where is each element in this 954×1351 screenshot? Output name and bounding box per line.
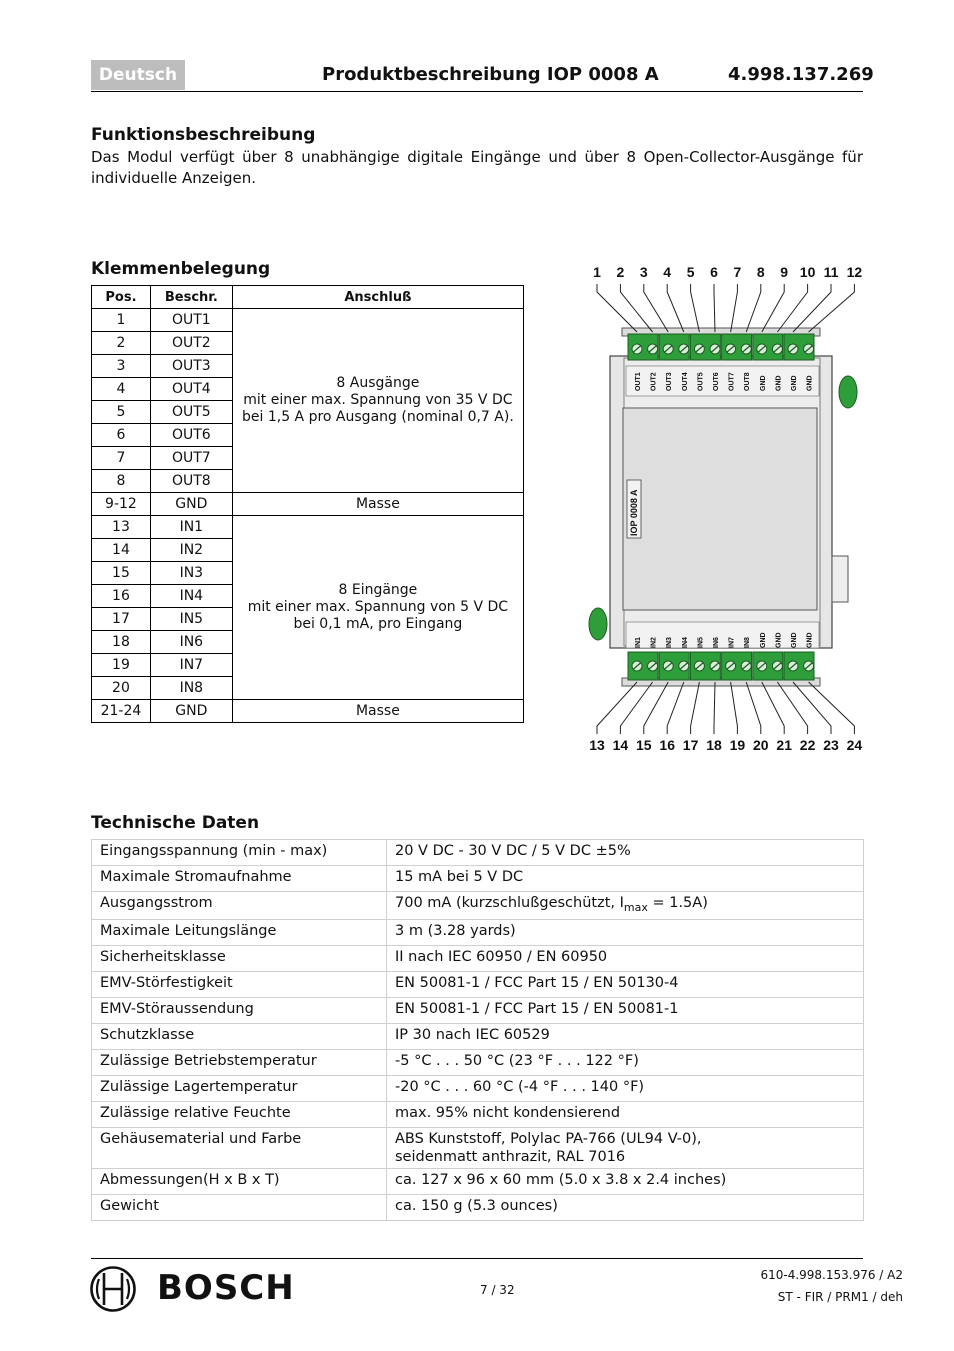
leader-line xyxy=(746,284,761,332)
outputs-connection-cell xyxy=(232,309,523,493)
leader-line xyxy=(597,284,637,332)
pos-cell: 17 xyxy=(92,608,151,631)
desc-cell: OUT2 xyxy=(150,332,232,355)
terminal-number: 14 xyxy=(612,737,629,753)
terminal-label: GND xyxy=(759,632,767,648)
pos-cell: 3 xyxy=(92,355,151,378)
pos-cell: 4 xyxy=(92,378,151,401)
tech-value-text: 3 m (3.28 yards) xyxy=(395,922,516,939)
leader-line xyxy=(793,682,831,734)
table-row xyxy=(92,309,524,332)
tech-row xyxy=(92,840,864,866)
language-badge: Deutsch xyxy=(91,60,185,90)
leader-line xyxy=(691,682,700,734)
bottom-terminal-numbers xyxy=(589,737,862,753)
tech-value-text: max. 95% nicht kondensierend xyxy=(395,1104,621,1121)
pos-cell: 9-12 xyxy=(92,493,151,516)
footer-doc-id: 610-4.998.153.976 / A2 xyxy=(760,1268,903,1282)
desc-cell: IN3 xyxy=(150,562,232,585)
tech-key: Gewicht xyxy=(92,1194,387,1220)
bottom-terminal-block xyxy=(628,652,814,680)
tech-value xyxy=(387,1023,864,1049)
terminal-number: 1 xyxy=(593,264,601,280)
tech-key: Eingangsspannung (min - max) xyxy=(92,840,387,866)
terminals-heading: Klemmenbelegung xyxy=(91,259,271,279)
terminal-label: GND xyxy=(806,375,814,391)
tech-value-text: -5 °C . . . 50 °C (23 °F . . . 122 °F) xyxy=(395,1052,639,1069)
terminals-table xyxy=(91,285,524,723)
col-conn: Anschluß xyxy=(232,286,523,309)
table-row xyxy=(92,516,524,539)
leader-line xyxy=(667,682,684,734)
desc-cell: OUT5 xyxy=(150,401,232,424)
terminal-label: OUT6 xyxy=(713,372,720,391)
function-text: Das Modul verfügt über 8 unabhängige digitale Eingänge und über 8 Open-Collector-Ausgänge für individuelle Anzeigen. xyxy=(91,148,863,187)
tech-row xyxy=(92,1075,864,1101)
leader-line xyxy=(620,682,652,734)
table-row xyxy=(92,493,524,516)
tech-value-text: 700 mA (kurzschlußgeschützt, I xyxy=(395,895,624,911)
col-pos: Pos. xyxy=(92,286,151,309)
tech-key: Ausgangsstrom xyxy=(92,892,387,920)
terminal-number: 4 xyxy=(663,264,672,280)
function-heading: Funktionsbeschreibung xyxy=(91,125,316,145)
tech-value-text: = 1.5A) xyxy=(647,895,708,911)
pos-cell: 5 xyxy=(92,401,151,424)
footer-divider xyxy=(91,1258,863,1259)
col-desc: Beschr. xyxy=(150,286,232,309)
tech-row xyxy=(92,1168,864,1194)
terminal-label: OUT8 xyxy=(744,372,752,391)
tech-value-text: ca. 150 g (5.3 ounces) xyxy=(395,1197,558,1214)
pos-cell: 2 xyxy=(92,332,151,355)
tech-value xyxy=(387,971,864,997)
terminal-label: GND xyxy=(806,632,814,648)
tech-heading: Technische Daten xyxy=(91,813,260,833)
terminal-label: GND xyxy=(775,632,783,648)
tech-key: Zulässige relative Feuchte xyxy=(92,1101,387,1127)
tech-value-sub: max xyxy=(623,900,648,914)
desc-cell: IN1 xyxy=(150,516,232,539)
terminals-header-row xyxy=(92,286,524,309)
desc-cell: GND xyxy=(150,493,232,516)
pos-cell: 6 xyxy=(92,424,151,447)
desc-cell: IN6 xyxy=(150,631,232,654)
desc-cell: IN8 xyxy=(150,677,232,700)
tech-row xyxy=(92,1023,864,1049)
top-terminal-numbers xyxy=(593,264,862,280)
doc-number: 4.998.137.269 xyxy=(728,64,874,85)
tech-value xyxy=(387,997,864,1023)
tech-value xyxy=(387,1075,864,1101)
terminal-number: 10 xyxy=(799,264,816,280)
terminal-label: OUT7 xyxy=(728,372,736,391)
terminal-number: 21 xyxy=(776,737,792,753)
desc-cell: IN5 xyxy=(150,608,232,631)
tech-table xyxy=(91,839,864,1221)
terminal-label: GND xyxy=(791,632,798,648)
conn-cell: Masse xyxy=(232,493,523,516)
pos-cell: 15 xyxy=(92,562,151,585)
tech-value-text: -20 °C . . . 60 °C (-4 °F . . . 140 °F) xyxy=(395,1078,645,1095)
pos-cell: 13 xyxy=(92,516,151,539)
terminal-number: 15 xyxy=(636,737,652,753)
terminal-number: 16 xyxy=(659,737,675,753)
pos-cell: 7 xyxy=(92,447,151,470)
tech-key: Gehäusematerial und Farbe xyxy=(92,1127,387,1168)
pos-cell: 21-24 xyxy=(92,700,151,723)
leader-line xyxy=(777,284,807,332)
tech-row xyxy=(92,1049,864,1075)
leader-line xyxy=(691,284,700,332)
tech-value-text: II nach IEC 60950 / EN 60950 xyxy=(395,948,608,965)
footer-doc-sub: ST - FIR / PRM1 / deh xyxy=(777,1290,903,1304)
desc-cell: GND xyxy=(150,700,232,723)
tech-value-text: EN 50081-1 / FCC Part 15 / EN 50081-1 xyxy=(395,1000,679,1017)
tech-row xyxy=(92,919,864,945)
pos-cell: 20 xyxy=(92,677,151,700)
tech-key: EMV-Störaussendung xyxy=(92,997,387,1023)
tech-value xyxy=(387,1101,864,1127)
terminal-number: 5 xyxy=(686,264,695,280)
tech-row xyxy=(92,971,864,997)
inputs-connection-cell xyxy=(232,516,523,700)
leader-line xyxy=(597,682,637,734)
terminal-number: 9 xyxy=(780,264,789,280)
terminal-label: GND xyxy=(791,375,798,391)
desc-cell: IN2 xyxy=(150,539,232,562)
tech-value-text: ca. 127 x 96 x 60 mm (5.0 x 3.8 x 2.4 inches) xyxy=(395,1171,727,1188)
terminal-number: 12 xyxy=(846,264,863,280)
tech-value-text: IP 30 nach IEC 60529 xyxy=(395,1026,550,1043)
desc-cell: OUT8 xyxy=(150,470,232,493)
terminal-label: OUT3 xyxy=(666,372,674,391)
module-diagram xyxy=(580,258,870,758)
tech-row xyxy=(92,1101,864,1127)
tech-value xyxy=(387,866,864,892)
pos-cell: 19 xyxy=(92,654,151,677)
leader-line xyxy=(777,682,807,734)
terminal-number: 22 xyxy=(799,737,816,753)
tech-value xyxy=(387,919,864,945)
tech-value-line2: seidenmatt anthrazit, RAL 7016 xyxy=(395,1148,626,1165)
tech-value xyxy=(387,1168,864,1194)
terminal-label: IN8 xyxy=(744,637,752,648)
leader-line xyxy=(793,284,831,332)
leader-line xyxy=(667,284,684,332)
desc-cell: OUT3 xyxy=(150,355,232,378)
leader-line xyxy=(644,284,668,332)
terminal-number: 20 xyxy=(753,737,769,753)
tech-value xyxy=(387,1194,864,1220)
tech-value xyxy=(387,1127,864,1168)
terminal-number: 19 xyxy=(729,737,746,753)
desc-cell: IN7 xyxy=(150,654,232,677)
bosch-logo-icon xyxy=(89,1265,137,1313)
tech-value-text: 20 V DC - 30 V DC / 5 V DC ±5% xyxy=(395,843,631,859)
tech-value xyxy=(387,892,864,920)
leader-line xyxy=(762,284,784,332)
terminal-number: 18 xyxy=(706,737,722,753)
terminal-number: 11 xyxy=(823,264,839,280)
desc-cell: OUT1 xyxy=(150,309,232,332)
leader-line xyxy=(714,682,715,734)
pos-cell: 14 xyxy=(92,539,151,562)
terminal-label: IN1 xyxy=(635,637,642,648)
terminal-label: IN2 xyxy=(650,637,658,648)
table-row xyxy=(92,700,524,723)
tech-value xyxy=(387,840,864,866)
tech-row xyxy=(92,1194,864,1220)
terminal-label: IN4 xyxy=(681,637,689,648)
outputs-conn-title: 8 Ausgänge xyxy=(336,375,420,391)
terminal-label: GND xyxy=(775,375,783,391)
leader-line xyxy=(620,284,652,332)
brand-wordmark: BOSCH xyxy=(157,1268,295,1308)
terminal-number: 8 xyxy=(756,264,765,280)
page-number: 7 / 32 xyxy=(480,1283,515,1297)
page-title: Produktbeschreibung IOP 0008 A xyxy=(322,64,659,85)
desc-cell: OUT6 xyxy=(150,424,232,447)
device-label: IOP 0008 A xyxy=(629,489,639,536)
terminal-label: OUT5 xyxy=(697,372,705,391)
terminal-number: 23 xyxy=(823,737,839,753)
terminal-label: OUT4 xyxy=(681,372,689,391)
tech-key: Sicherheitsklasse xyxy=(92,945,387,971)
tech-key: EMV-Störfestigkeit xyxy=(92,971,387,997)
terminal-label: IN3 xyxy=(666,637,674,648)
terminal-label: OUT1 xyxy=(635,372,642,391)
terminal-label: IN6 xyxy=(713,637,720,648)
terminal-number: 13 xyxy=(589,737,605,753)
tech-row xyxy=(92,997,864,1023)
tech-key: Abmessungen(H x B x T) xyxy=(92,1168,387,1194)
tech-row xyxy=(92,945,864,971)
header-divider xyxy=(91,91,863,92)
terminal-label: IN7 xyxy=(728,637,736,648)
terminal-label: GND xyxy=(759,375,767,391)
terminal-label: OUT2 xyxy=(650,372,658,391)
desc-cell: OUT4 xyxy=(150,378,232,401)
tech-row xyxy=(92,1127,864,1168)
terminal-number: 3 xyxy=(639,264,648,280)
terminal-number: 2 xyxy=(616,264,625,280)
bottom-leader-lines xyxy=(597,682,854,734)
leader-line xyxy=(731,682,738,734)
tech-key: Maximale Leitungslänge xyxy=(92,919,387,945)
tech-key: Schutzklasse xyxy=(92,1023,387,1049)
tech-row xyxy=(92,866,864,892)
leader-line xyxy=(746,682,761,734)
tech-value-text: 15 mA bei 5 V DC xyxy=(395,869,524,885)
terminal-number: 24 xyxy=(846,737,863,753)
leader-line xyxy=(714,284,715,332)
terminal-number: 7 xyxy=(733,264,742,280)
top-leader-lines xyxy=(597,284,854,332)
pos-cell: 1 xyxy=(92,309,151,332)
tech-value xyxy=(387,1049,864,1075)
desc-cell: OUT7 xyxy=(150,447,232,470)
pos-cell: 8 xyxy=(92,470,151,493)
leader-line xyxy=(762,682,784,734)
conn-cell: Masse xyxy=(232,700,523,723)
terminal-number: 6 xyxy=(710,264,718,280)
tech-key: Zulässige Betriebstemperatur xyxy=(92,1049,387,1075)
inputs-conn-text: mit einer max. Spannung von 5 V DC bei 0,1 mA, pro Eingang xyxy=(247,599,509,632)
pos-cell: 16 xyxy=(92,585,151,608)
tech-value-text: EN 50081-1 / FCC Part 15 / EN 50130-4 xyxy=(395,974,679,991)
inputs-conn-title: 8 Eingänge xyxy=(338,582,418,598)
terminal-label: IN5 xyxy=(697,637,705,648)
tech-key: Zulässige Lagertemperatur xyxy=(92,1075,387,1101)
tech-row xyxy=(92,892,864,920)
tech-value xyxy=(387,945,864,971)
pos-cell: 18 xyxy=(92,631,151,654)
outputs-conn-text: mit einer max. Spannung von 35 V DC bei 1,5 A pro Ausgang (nominal 0,7 A). xyxy=(242,392,514,425)
terminal-number: 17 xyxy=(682,737,699,753)
tech-value-text: ABS Kunststoff, Polylac PA-766 (UL94 V-0), xyxy=(395,1130,702,1147)
desc-cell: IN4 xyxy=(150,585,232,608)
leader-line xyxy=(731,284,738,332)
tech-key: Maximale Stromaufnahme xyxy=(92,866,387,892)
